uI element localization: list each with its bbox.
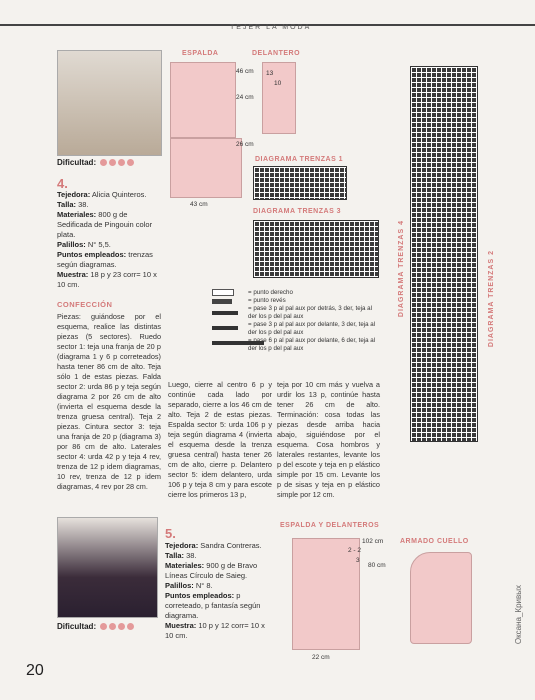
legend-text: = punto derecho = punto revés = pase 3 p al pal aux por detrás, 3 der, teja al der los p del pal aux = pase 3 p al pal aux por delante, 3 der, teja al der los p del pal aux = pase 6 p al pal aux por delante, 6 der, teja al der los p del pal aux [248, 289, 376, 352]
measure-80: 80 cm [368, 562, 386, 569]
watermark: Оксана_Кривых [514, 585, 523, 645]
trenzas1-chart [253, 166, 347, 200]
instructions-col-3: teja por 10 cm más y vuelva a urdir los 13 p, continúe hasta tener 26 cm de alto. Terminación: cosa todas las piezas desde arriba hacia abajo, siguiéndose por el esquema. Cosa hombros y laterales restantes, levante los p del escote y teja en p elástico simple por 15 cm. Levante los p de sisas y teja en p elástico simple por 12 cm. [277, 380, 380, 499]
trenzas4-chart [410, 66, 478, 442]
model-photo-1 [57, 50, 162, 156]
difficulty-ball-icon [127, 159, 134, 166]
measure-10: 10 [274, 80, 282, 87]
measure-22: 22 cm [312, 654, 330, 661]
delantero-label: DELANTERO [252, 50, 301, 57]
schematic-body-5 [292, 538, 360, 650]
trenzas3-label: DIAGRAMA TRENZAS 3 [253, 208, 342, 215]
measure-13: 13 [266, 70, 274, 77]
espalda-delanteros-label: ESPALDA Y DELANTEROS [280, 522, 380, 529]
measure-2-2: 2 - 2 [348, 547, 362, 554]
pattern-number-5: 5. [165, 526, 176, 541]
difficulty-ball-icon [100, 623, 107, 630]
model-photo-2 [57, 517, 158, 618]
item4-info: Tejedora: Alicia Quinteros. Talla: 38. Materiales: 800 g de Sedificada de Pingouin color plata. Palillos: N° 5,5. Puntos empleados: trenzas según diagramas. Muestra: 18 p y 23 corr= 10 x 10 cm. [57, 190, 157, 289]
instructions-col-2: Luego, cierre al centro 6 p y continúe cada lado por separado, cierre a los 46 cm de alto. Teja 2 de estas piezas. Espalda sector 5: urda 106 p y teja según diagrama 4 (invierta el esquema desde la trenza gruesa central) hasta tener 26 cm de alto, cierre p. Delantero sector 5: idem delantero, urda 106 p y teja 8 cm y para escote cierre los primeros 13 p, [168, 380, 272, 499]
confeccion-title: CONFECCIÓN [57, 300, 113, 309]
difficulty-row-5: Dificultad: [57, 622, 134, 631]
difficulty-ball-icon [100, 159, 107, 166]
item5-info: Tejedora: Sandra Contreras. Talla: 38. Materiales: 900 g de Bravo Líneas Círculo de Saieg. Palillos: N° 8. Puntos empleados: p correteado, p fantasía según diagrama. Muestra: 10 p y 12 corr= 10 x 10 cm. [165, 541, 265, 640]
difficulty-ball-icon [109, 159, 116, 166]
measure-24: 24 cm [236, 94, 254, 101]
page-header-title: TEJER LA MODA [230, 24, 312, 31]
trenzas3-chart [253, 220, 379, 278]
measure-46: 46 cm [236, 68, 254, 75]
trenzas4-label: DIAGRAMA TRENZAS 4 [398, 220, 405, 318]
difficulty-label: Dificultad: [57, 158, 97, 167]
trenzas2-label: DIAGRAMA TRENZAS 2 [488, 250, 495, 348]
measure-3: 3 [356, 557, 360, 564]
difficulty-ball-icon [127, 623, 134, 630]
armado-cuello-label: ARMADO CUELLO [400, 538, 469, 545]
measure-43: 43 cm [190, 201, 208, 208]
difficulty-ball-icon [109, 623, 116, 630]
trenzas1-label: DIAGRAMA TRENZAS 1 [255, 156, 344, 163]
schematic-falda [170, 138, 242, 198]
page-number: 20 [26, 662, 44, 679]
difficulty-ball-icon [118, 159, 125, 166]
espalda-label: ESPALDA [182, 50, 219, 57]
difficulty-row-4 [57, 158, 134, 167]
difficulty-ball-icon [118, 623, 125, 630]
schematic-espalda [170, 62, 236, 138]
measure-102: 102 cm [362, 538, 384, 545]
instructions-col-1: Piezas: guiándose por el esquema, realice las distintas piezas (5 sectores). Ruedo sector 1: teja una franja de 20 p (diagrama 1 y 6 p correteados) hasta tener 86 cm de alto. Teja sólo 1 de estas piezas. Falda sector 2: urda 86 p y teja según diagrama 2 por 26 cm de alto (invierta el esquema desde la trenza gruesa central). Teja 2 piezas. Cintura sector 3: teja una franja de 20 p (diagrama 3) por 86 cm de alto. Laterales sector 4: urda 42 p y teja 4 rev, trenza de 12 p idem diagramas, 10 rev, trenza de 12 p idem diagramas, 4 rev por 28 cm. [57, 312, 161, 491]
measure-26: 26 cm [236, 141, 254, 148]
pattern-number-4: 4. [57, 176, 68, 191]
schematic-cuello [410, 552, 472, 644]
